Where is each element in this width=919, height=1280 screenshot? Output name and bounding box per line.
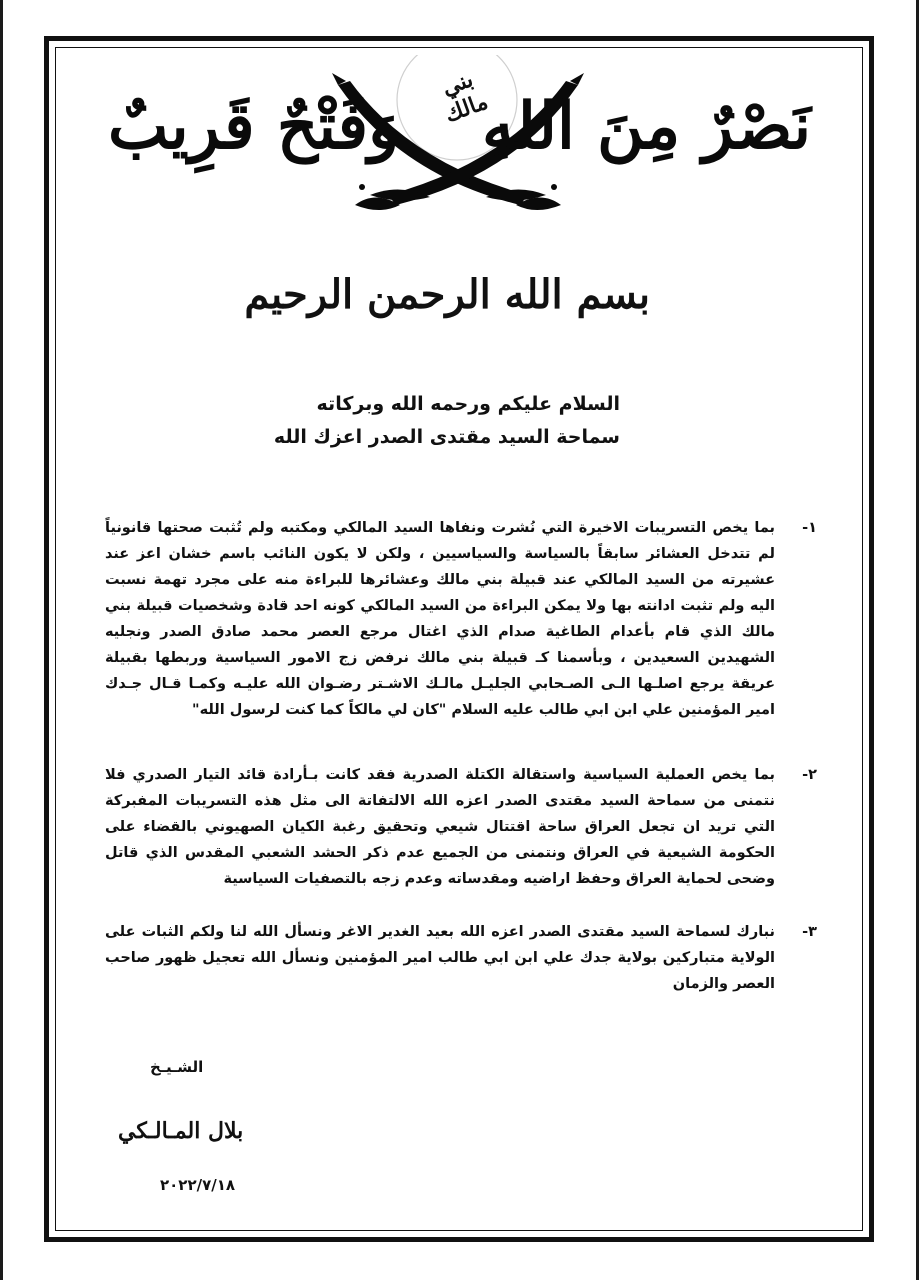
seal-bani-malik: بني مالك	[438, 66, 492, 128]
item-text: بما يخص العملية السياسية واستقالة الكتلة الصدرية فقد كانت بـأرادة قائد التيار الصدري فلا نتمنى من سماحة السيد مقتدى الصدر اعزه الله الالتفاتة الى مثل هذه التسريبات المفبركة التي تريد ان تجعل العراق ساحة اقتتال شيعي وتحقيق رغبة الكيان الصهيوني بالقضاء على الحكومة الشيعية في العراق ونتمنى من الجميع عدم ذكر الحشد الشعبي المقدس الذي قاتل وضحى لحماية العراق وحفظ اراضيه ومقدساته وعدم زجه بالتصفيات السياسية	[105, 767, 775, 887]
calligraphy-wa-fathun-qarib: وَفَتْحٌ قَرِيبٌ	[108, 89, 399, 164]
item-number: ٣-	[802, 924, 817, 940]
document-date: ٢٠٢٢/٧/١٨	[160, 1176, 236, 1194]
basmala-calligraphy: بسم الله الرحمن الرحيم	[244, 271, 650, 318]
item-number: ٢-	[802, 767, 817, 783]
signature-title: الشـيـخ	[150, 1058, 204, 1076]
item-text: بما يخص التسريبات الاخيرة التي نُشرت ونفاها السيد المالكي ومكتبه ولم تُثبت صحتها قانونياً لم تتدخل العشائر سابقاً بالسياسة والسياسيين ، ولكن لا يكون النائب باسم خشان اعز عند عشيرته من السيد المالكي عند قبيلة بني مالك وعشائرها للبراءة منه على مجرد تهمة نسبت اليه ولم تثبت ادانته بها ولا يمكن البراءة من السيد المالكي كونه احد قادة وشخصيات قبيلة بني مالك الذي قام بأعدام الطاغية صدام الذي اغتال مرجع العصر محمد صادق الصدر ونجليه الشهيدين السعيدين ، وبأسمنا كـ قبيلة بني مالك نرفض زج الامور السياسية وربطها بقبيلة عريقة يرجع اصلـها الـى الصـحابي الجليـل مالـك الاشـتر رضـوان الله عليـه وكمـا قـال جـدك امير المؤمنين علي ابن ابي طالب عليه السلام "كان لي مالكاً كما كنت لرسول الله"	[105, 520, 775, 718]
signature-name: بلال المـالـكي	[118, 1118, 244, 1144]
item-text: نبارك لسماحة السيد مقتدى الصدر اعزه الله بعيد الغدير الاغر ونسأل الله لنا ولكم الثبات على الولاية متباركين بولاية جدك علي ابن ابي طالب امير المؤمنين ونسأل الله تعجيل ظهور صاحب العصر والزمان	[105, 924, 775, 992]
item-number: ١-	[802, 520, 817, 536]
calligraphy-nasr-min-allah: نَصْرٌ مِنَ اللهِ	[482, 89, 811, 164]
greeting-addressee: سماحة السيد مقتدى الصدر اعزك الله	[273, 426, 620, 448]
greeting-salam: السلام عليكم ورحمه الله وبركاته	[316, 393, 620, 415]
